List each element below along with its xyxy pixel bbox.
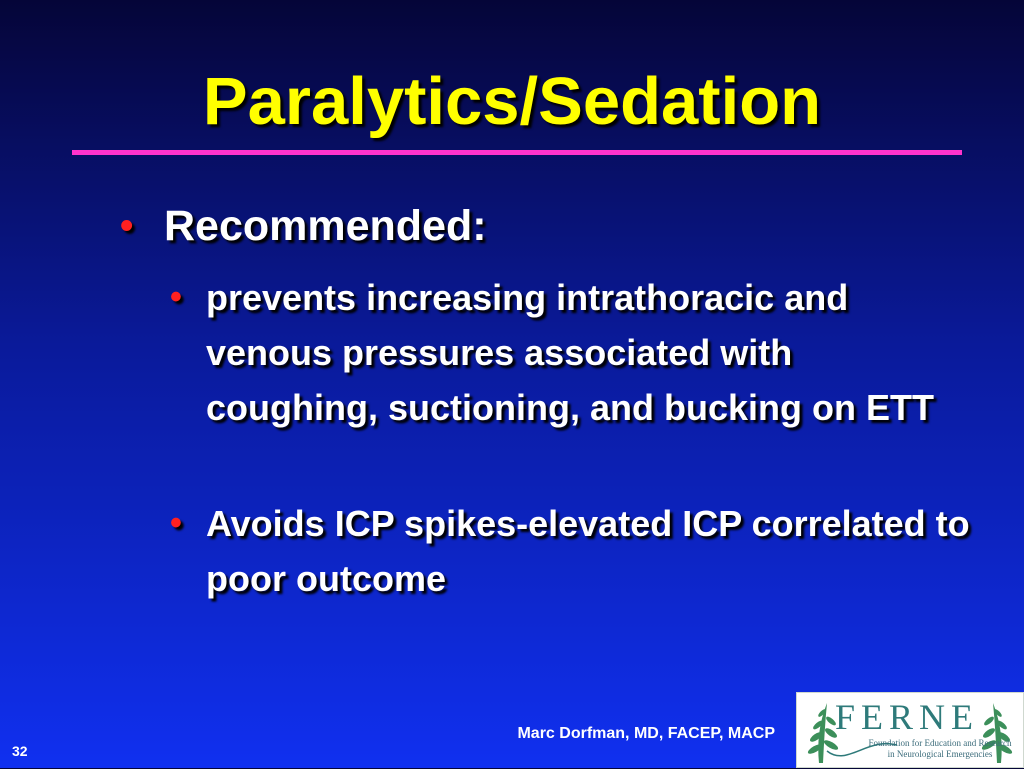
logo-subtitle	[857, 738, 1023, 760]
page-number: 32	[12, 743, 28, 759]
bullet-level1	[120, 198, 980, 254]
bullet-level2-item	[170, 270, 970, 435]
bullet-dot-icon: •	[170, 278, 182, 316]
bullet-dot-icon: •	[120, 205, 134, 247]
bullet-dot-icon: •	[170, 504, 182, 542]
ferne-logo	[796, 692, 1024, 768]
logo-subtitle-line1: Foundation for Education and Research	[868, 738, 1012, 748]
footer-author: Marc Dorfman, MD, FACEP, MACP	[517, 725, 775, 742]
bullet-level2-text: Avoids ICP spikes-elevated ICP correlated to poor outcome	[206, 503, 970, 599]
slide-title: Paralytics/Sedation	[202, 64, 822, 139]
bullet-level2-text: prevents increasing intrathoracic and venous pressures associated with coughing, suctioning, and bucking on ETT	[206, 277, 934, 428]
logo-wordmark: FERNE	[835, 697, 980, 737]
logo-subtitle-line2: in Neurological Emergencies	[887, 749, 993, 759]
bullet-level1-text: Recommended:	[164, 202, 487, 250]
bullet-level2-item	[170, 496, 970, 606]
